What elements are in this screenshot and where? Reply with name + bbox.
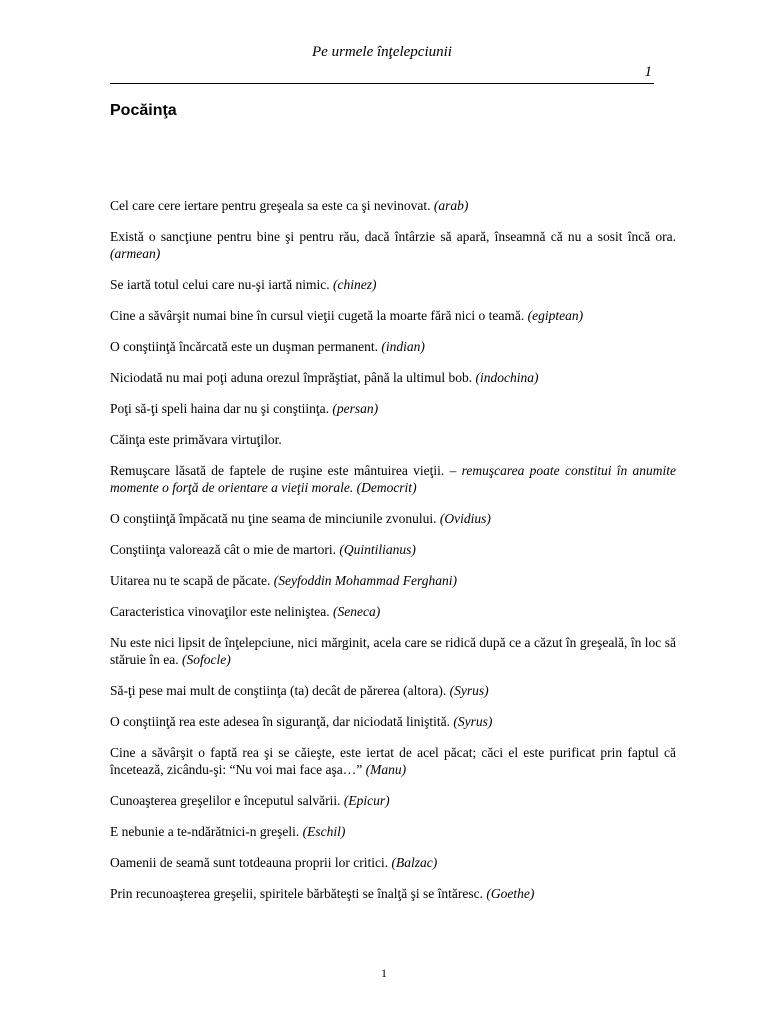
quote-item xyxy=(110,713,676,730)
header-page-number: 1 xyxy=(644,64,652,80)
quote-text: E nebunie a te-ndărătnici-n greşeli. xyxy=(110,824,300,839)
quote-text: Cel care cere iertare pentru greşeala sa este ca şi nevinovat. xyxy=(110,198,431,213)
quote-text: Uitarea nu te scapă de păcate. xyxy=(110,573,271,588)
quote-item xyxy=(110,462,676,496)
quote-source: (Epicur) xyxy=(343,793,390,808)
quote-text: Prin recunoaşterea greşelii, spiritele bărbăteşti se înalţă şi se întăresc. xyxy=(110,886,483,901)
quote-item xyxy=(110,823,676,840)
quote-source: (Seyfoddin Mohammad Ferghani) xyxy=(273,573,457,588)
quote-text: Se iartă totul celui care nu-şi iartă nimic. xyxy=(110,277,330,292)
quote-text: Oamenii de seamă sunt totdeauna proprii lor critici. xyxy=(110,855,389,870)
quote-source: (Sofocle) xyxy=(181,652,231,667)
quote-item xyxy=(110,682,676,699)
quote-source: (Syrus) xyxy=(449,683,489,698)
quote-text: Cine a săvârşit o faptă rea şi se căieşte, este iertat de acel păcat; căci el este purificat prin faptul că încetează, zicându-şi: “Nu voi mai face aşa…” xyxy=(110,745,676,777)
quote-item xyxy=(110,197,676,214)
footer-page-number: 1 xyxy=(381,966,387,980)
quote-text: Poţi să-ţi speli haina dar nu şi conştiinţa. xyxy=(110,401,329,416)
quote-item xyxy=(110,885,676,902)
quote-item xyxy=(110,369,676,386)
quote-text: Nu este nici lipsit de înţelepciune, nici mărginit, acela care se ridică după ce a căzut în greşeală, în loc să stăruie în ea. xyxy=(110,635,676,667)
quote-item xyxy=(110,307,676,324)
quote-item xyxy=(110,792,676,809)
quote-item xyxy=(110,634,676,668)
quote-source: (Goethe) xyxy=(486,886,535,901)
quote-list xyxy=(110,197,676,916)
quote-source: (Quintilianus) xyxy=(339,542,416,557)
quote-item xyxy=(110,276,676,293)
quote-item xyxy=(110,228,676,262)
quote-item xyxy=(110,572,676,589)
quote-item xyxy=(110,431,676,448)
quote-source: remuşcarea poate constitui în anumite momente o forţă de orientare a vieţii morale. (Democrit) xyxy=(110,463,677,495)
quote-item xyxy=(110,338,676,355)
quote-source: (indochina) xyxy=(475,370,539,385)
quote-text: Căinţa este primăvara virtuţilor. xyxy=(110,432,282,447)
quote-source: (persan) xyxy=(332,401,379,416)
quote-source: (armean) xyxy=(110,246,161,261)
quote-text: Niciodată nu mai poţi aduna orezul împrăştiat, până la ultimul bob. xyxy=(110,370,473,385)
quote-source: (Balzac) xyxy=(391,855,438,870)
quote-source: (Syrus) xyxy=(453,714,493,729)
quote-item xyxy=(110,541,676,558)
quote-source: (arab) xyxy=(433,198,469,213)
quote-source: (Seneca) xyxy=(333,604,381,619)
page-title: Pocăinţa xyxy=(110,102,177,119)
quote-text: Există o sancţiune pentru bine şi pentru rău, dacă întârzie să apară, înseamnă că nu a sosit încă ora. xyxy=(110,229,676,244)
quote-text: O conştiinţă împăcată nu ţine seama de minciunile zvonului. xyxy=(110,511,437,526)
quote-source: (Eschil) xyxy=(302,824,346,839)
quote-source: (Manu) xyxy=(365,762,407,777)
quote-text: Cine a săvârşit numai bine în cursul vieţii cugetă la moarte fără nici o teamă. xyxy=(110,308,525,323)
quote-text: Caracteristica vinovaţilor este neliniştea. xyxy=(110,604,330,619)
quote-item xyxy=(110,603,676,620)
quote-text: Să-ţi pese mai mult de conştiinţa (ta) decât de părerea (altora). xyxy=(110,683,447,698)
quote-item xyxy=(110,854,676,871)
header-rule xyxy=(110,83,654,84)
quote-item xyxy=(110,400,676,417)
quote-text: Conştiinţa valorează cât o mie de martori. xyxy=(110,542,337,557)
quote-text: O conştiinţă încărcată este un duşman permanent. xyxy=(110,339,379,354)
quote-source: (egiptean) xyxy=(527,308,584,323)
quote-source: (indian) xyxy=(381,339,425,354)
quote-source: (chinez) xyxy=(333,277,377,292)
quote-item xyxy=(110,510,676,527)
quote-text: O conştiinţă rea este adesea în siguranţă, dar niciodată liniştită. xyxy=(110,714,451,729)
quote-text: Remuşcare lăsată de faptele de ruşine este mântuirea vieţii. – xyxy=(110,463,457,478)
quote-item xyxy=(110,744,676,778)
quote-text: Cunoaşterea greşelilor e începutul salvării. xyxy=(110,793,341,808)
running-header: Pe urmele înţelepciunii xyxy=(312,44,452,60)
quote-source: (Ovidius) xyxy=(439,511,491,526)
